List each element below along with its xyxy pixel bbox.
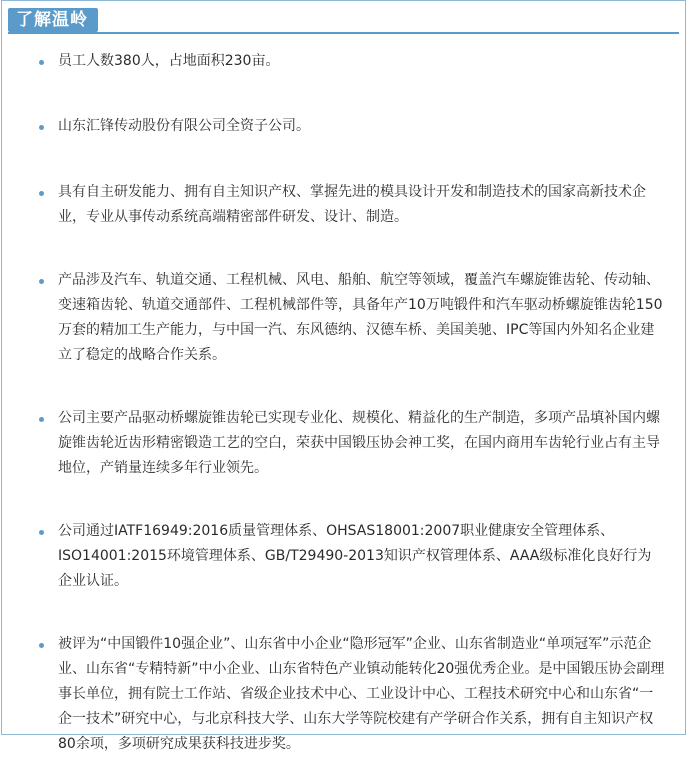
bullet-dot-icon: [39, 279, 44, 284]
bullet-dot-icon: [39, 530, 44, 535]
bullet-dot-icon: [39, 643, 44, 648]
list-item: [32, 406, 665, 481]
content-panel: [1, 0, 686, 752]
list-item: [32, 268, 665, 368]
list-item-text: 具有自主研发能力、拥有自主知识产权、掌握先进的模具设计开发和制造技术的国家高新技术企业，专业从事传动系统高端精密部件研发、设计、制造。: [58, 184, 646, 225]
list-item-text: 员工人数380人，占地面积230亩。: [58, 53, 280, 69]
bullet-dot-icon: [39, 60, 44, 65]
info-list: [32, 49, 665, 757]
list-item-text: 公司通过IATF16949:2016质量管理体系、OHSAS18001:2007职业健康安全管理体系、ISO14001:2015环境管理体系、GB/T29490-2013知识产权管理体系、AAA级标准化良好行为企业认证。: [58, 523, 652, 589]
list-item: [32, 49, 665, 74]
list-item-text: 公司主要产品驱动桥螺旋锥齿轮已实现专业化、规模化、精益化的生产制造，多项产品填补国内螺旋锥齿轮近齿形精密锻造工艺的空白，荣获中国锻压协会神工奖，在国内商用车齿轮行业占有主导地位，产销量连续多年行业领先。: [58, 410, 660, 476]
section-title-tab: 了解温岭: [8, 8, 98, 32]
list-item-text: 山东汇锋传动股份有限公司全资子公司。: [58, 118, 310, 134]
list-item: [32, 519, 665, 594]
bullet-dot-icon: [39, 125, 44, 130]
bullet-dot-icon: [39, 417, 44, 422]
list-item: [32, 114, 665, 139]
list-item-text: 被评为“中国锻件10强企业”、山东省中小企业“隐形冠军”企业、山东省制造业“单项冠军”示范企业、山东省“专精特新”中小企业、山东省特色产业镇动能转化20强优秀企业。是中国锻压协会副理事长单位，拥有院士工作站、省级企业技术中心、工业设计中心、工程技术研究中心和山东省“一企一技术”研究中心，与北京科技大学、山东大学等院校建有产学研合作关系，拥有自主知识产权80余项，多项研究成果获科技进步奖。: [58, 636, 665, 752]
list-item: [32, 632, 665, 757]
list-item-text: 产品涉及汽车、轨道交通、工程机械、风电、船舶、航空等领域，覆盖汽车螺旋锥齿轮、传动轴、变速箱齿轮、轨道交通部件、工程机械部件等，具备年产10万吨锻件和汽车驱动桥螺旋锥齿轮150万套的精加工生产能力，与中国一汽、东风德纳、汉德车桥、美国美驰、IPC等国内外知名企业建立了稳定的战略合作关系。: [58, 272, 663, 363]
list-item: [32, 180, 665, 230]
section-title-underline: [8, 32, 679, 34]
bullet-dot-icon: [39, 191, 44, 196]
